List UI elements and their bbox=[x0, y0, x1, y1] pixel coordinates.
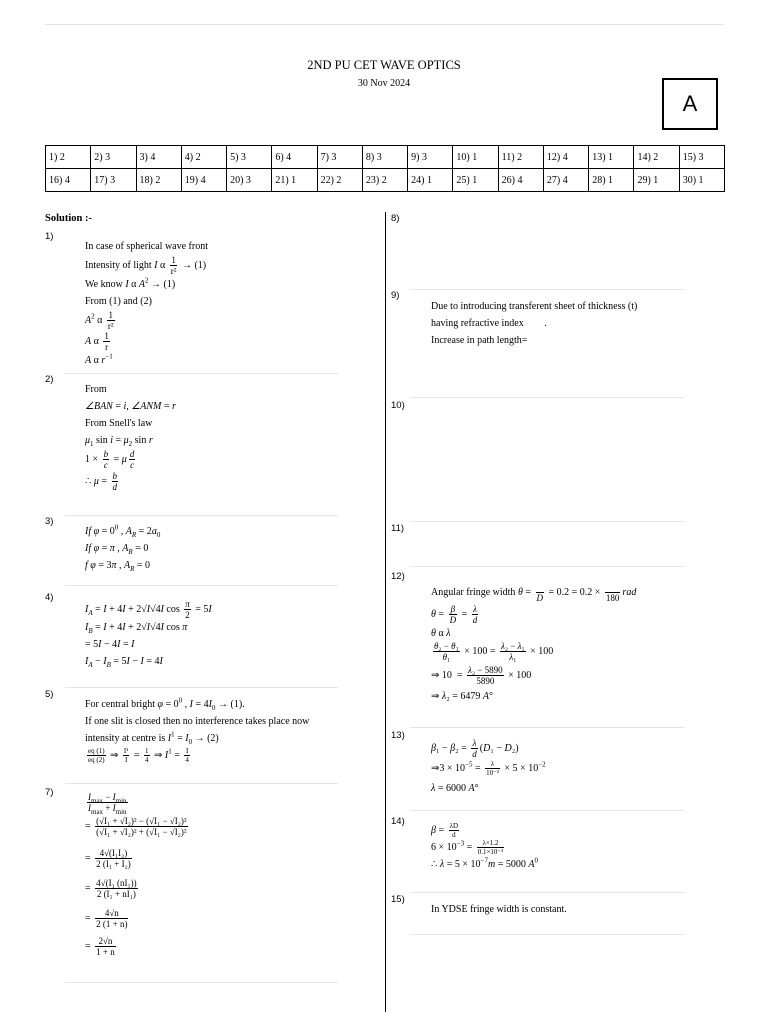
answer-key-row bbox=[46, 146, 725, 169]
solution-line: ∴ μ = $\frac{b}{d}$ bbox=[85, 471, 118, 492]
answer-key-cell: 12) 4 bbox=[543, 146, 588, 169]
answer-key-cell: 25) 1 bbox=[453, 169, 498, 192]
question-number: 7) bbox=[45, 787, 54, 798]
question-number: 14) bbox=[391, 816, 405, 827]
answer-key-cell: 4) 2 bbox=[181, 146, 226, 169]
solution-line: = $\frac{\text{4√(I₁I₂)}}{\text{2 (I₁ + I₂)}}$ bbox=[85, 848, 131, 869]
solution-line: If φ = π , $A_R = 0$ bbox=[85, 543, 149, 556]
answer-key-cell: 11) 2 bbox=[498, 146, 543, 169]
answer-key-cell: 1) 2 bbox=[46, 146, 91, 169]
question-number: 5) bbox=[45, 689, 54, 700]
solution-line: = $\frac{\text{4√(I₁ (nI₁))}}{\text{2 (I₁ + nI₁)}}$ bbox=[85, 878, 137, 899]
solution-line: $6 \times 10^{-3}$ = $\frac{\lambda\times 1.2}{\text{0.1×10⁻³}}$ bbox=[431, 839, 504, 857]
solution-line: From (1) and (2) bbox=[85, 296, 152, 307]
answer-key-cell: 13) 1 bbox=[589, 146, 634, 169]
solution-line: $A^2$ α $\frac{1}{\text{r²}}$ bbox=[85, 310, 114, 331]
separator bbox=[410, 397, 685, 398]
solution-5 bbox=[85, 696, 309, 764]
solution-line: A α $\frac{1}{r}$ bbox=[85, 331, 109, 352]
solution-line: = $\frac{2√n}{1 + n}$ bbox=[85, 936, 115, 957]
separator bbox=[410, 521, 685, 522]
answer-key-cell: 20) 3 bbox=[227, 169, 272, 192]
answer-key-cell: 28) 1 bbox=[589, 169, 634, 192]
separator bbox=[410, 289, 685, 290]
answer-key-cell: 27) 4 bbox=[543, 169, 588, 192]
solution-line: A α $r^{-1}$ bbox=[85, 352, 113, 366]
question-number: 4) bbox=[45, 592, 54, 603]
answer-key-cell: 6) 4 bbox=[272, 146, 317, 169]
solution-line: f φ = 3π , $A_R = 0$ bbox=[85, 560, 150, 573]
answer-key-cell: 30) 1 bbox=[679, 169, 724, 192]
solution-1 bbox=[85, 238, 208, 369]
answer-key-cell: 19) 4 bbox=[181, 169, 226, 192]
solution-line: = 5I − 4I = I bbox=[85, 639, 135, 650]
answer-key-cell: 8) 3 bbox=[362, 146, 407, 169]
solution-line: $\frac{eq (1)}{eq (2)}$ ⇒ $\frac{\text{I¹}}{I}$ = $\frac{1}{4}$ ⇒ $I^1$ = $\frac{I}{4}$ bbox=[88, 747, 189, 765]
solution-line: β₁ − β₂ = $\frac{\lambda}{d}$ (D₁ − D₂) bbox=[431, 738, 519, 759]
answer-key-cell: 26) 4 bbox=[498, 169, 543, 192]
answer-key-table bbox=[45, 145, 725, 192]
solution-line: ∠BAN = i, ∠ANM = r bbox=[85, 401, 176, 412]
answer-key-cell: 2) 3 bbox=[91, 146, 136, 169]
solution-line: If one slit is closed then no interference takes place now bbox=[85, 716, 310, 727]
solution-line: In YDSE fringe width is constant. bbox=[431, 904, 567, 915]
question-number: 2) bbox=[45, 374, 54, 385]
solution-4 bbox=[85, 599, 212, 670]
solution-line: Intensity of light I α $\frac{1}{\text{r²}}$ → (1) bbox=[85, 255, 207, 276]
separator bbox=[65, 515, 338, 516]
answer-key-cell: 18) 2 bbox=[136, 169, 181, 192]
page-date: 30 Nov 2024 bbox=[357, 78, 411, 89]
solution-line: $\mu_1$ $\sin i = \mu_2$ sin r bbox=[85, 435, 153, 448]
answer-key-cell: 29) 1 bbox=[634, 169, 679, 192]
separator bbox=[410, 727, 685, 728]
question-number: 12) bbox=[391, 571, 405, 582]
question-number: 13) bbox=[391, 730, 405, 741]
separator bbox=[65, 585, 338, 586]
solution-line: $\frac{\text{θ₂ − θ₁}}{\text{θ₁}}$ × 100 = $\frac{\text{λ₂ − λ₁}}{\text{λ₁}}$ × 100 bbox=[434, 641, 554, 662]
solution-line: If $\varphi = 0^0$ , $A_R = 2a_0$ bbox=[85, 523, 161, 539]
solution-line: ⇒ λ₂ = 6479 A° bbox=[431, 691, 493, 702]
solution-line: Angular fringe width θ = D = 0.2 = 0.2 × 180 rad bbox=[431, 582, 636, 604]
solution-line: ⇒ 10 = $\frac{\text{λ₂ − 5890}}{5890}$ × 100 bbox=[431, 665, 532, 686]
question-number: 11) bbox=[391, 523, 405, 534]
answer-key-cell: 22) 2 bbox=[317, 169, 362, 192]
solution-line: 1 × $\frac{b}{c}$ = μ $\frac{d}{c}$ bbox=[85, 449, 135, 470]
separator bbox=[410, 892, 685, 893]
solution-line: $I_A = I + 4I + 2√I√4I$ cos $\frac{\pi}{2}$ = 5I bbox=[85, 599, 212, 620]
separator bbox=[410, 934, 685, 935]
column-divider bbox=[385, 212, 386, 1012]
question-number: 1) bbox=[45, 231, 54, 242]
answer-key-cell: 15) 3 bbox=[679, 146, 724, 169]
solution-15 bbox=[431, 901, 567, 918]
solution-line: = $\frac{\text{(√I₁ + √I₂)² − (√I₁ − √I₂)²}}{\text{(√I₁ + √I₂)² + (√I₁ − √I₂)²}}$ bbox=[85, 816, 187, 837]
solution-line: intensity at centre is $I^1 = I_0 \to (2)$ bbox=[85, 730, 219, 746]
top-divider bbox=[45, 24, 724, 25]
solution-line: θ α λ bbox=[431, 628, 451, 639]
solution-line: Increase in path length= bbox=[431, 335, 528, 346]
solution-13 bbox=[431, 738, 546, 797]
solution-line: In case of spherical wave front bbox=[85, 241, 208, 252]
answer-key-cell: 9) 3 bbox=[408, 146, 453, 169]
solution-line: $I_B = I + 4I + 2√I√4I$ cos π bbox=[85, 622, 188, 635]
answer-key-cell: 7) 3 bbox=[317, 146, 362, 169]
answer-key-row bbox=[46, 169, 725, 192]
answer-key-cell: 16) 4 bbox=[46, 169, 91, 192]
answer-key-cell: 14) 2 bbox=[634, 146, 679, 169]
page-title: 2ND PU CET WAVE OPTICS bbox=[307, 58, 461, 72]
set-code: A bbox=[682, 91, 698, 116]
set-code-box bbox=[662, 78, 718, 130]
solution-line: $\frac{I_{max} - I_{min}}{I_{max} + I_{min}}$ bbox=[88, 792, 127, 816]
solution-line: θ = $\frac{\beta}{D}$ = $\frac{\lambda}{d}$ bbox=[431, 604, 478, 625]
separator bbox=[65, 982, 338, 983]
solution-line: ⇒3 × $10^{-5}$ = $\frac{\lambda}{\text{10⁻³}}$ × $5 \times 10^{-2}$ bbox=[431, 760, 546, 778]
solution-2 bbox=[85, 381, 176, 493]
solution-line: ∴ $\lambda = 5 \times 10^{-7}m = 5000$ $A^0$ bbox=[431, 857, 538, 871]
solution-7 bbox=[85, 792, 190, 964]
solution-9 bbox=[431, 298, 637, 349]
solution-line: From Snell's law bbox=[85, 418, 153, 429]
question-number: 8) bbox=[391, 213, 400, 224]
solution-14 bbox=[431, 822, 538, 873]
solution-3 bbox=[85, 523, 160, 574]
separator bbox=[410, 810, 685, 811]
question-number: 9) bbox=[391, 290, 400, 301]
answer-key-cell: 5) 3 bbox=[227, 146, 272, 169]
solution-line: From bbox=[85, 384, 107, 395]
solution-heading: Solution :- bbox=[45, 213, 92, 224]
question-number: 10) bbox=[391, 400, 405, 411]
answer-key-cell: 21) 1 bbox=[272, 169, 317, 192]
question-number: 3) bbox=[45, 516, 54, 527]
separator bbox=[65, 783, 338, 784]
solution-line: = $\frac{4√n}{2 (1 + n)}$ bbox=[85, 908, 128, 929]
answer-key-cell: 24) 1 bbox=[408, 169, 453, 192]
solution-line: λ = 6000 A° bbox=[431, 783, 479, 794]
separator bbox=[65, 687, 338, 688]
separator bbox=[410, 566, 685, 567]
solution-line: Due to introducing transferent sheet of thickness (t) bbox=[431, 301, 638, 312]
solution-line: We know I α $A^2 \to (1)$ bbox=[85, 276, 176, 290]
answer-key-cell: 23) 2 bbox=[362, 169, 407, 192]
solution-line: having refractive index . bbox=[431, 318, 547, 329]
answer-key-cell: 3) 4 bbox=[136, 146, 181, 169]
solution-line: $I_A - I_B = 5I - I = 4I$ bbox=[85, 656, 163, 669]
solution-12 bbox=[431, 582, 636, 704]
answer-key-cell: 17) 3 bbox=[91, 169, 136, 192]
question-number: 15) bbox=[391, 894, 405, 905]
solution-line: β = $\frac{\lambda D}{d}$ bbox=[431, 822, 459, 840]
answer-key-cell: 10) 1 bbox=[453, 146, 498, 169]
solution-line: For central bright $\varphi = 0^0$ , $I = 4I_0 \to (1)$. bbox=[85, 696, 245, 712]
separator bbox=[65, 373, 338, 374]
